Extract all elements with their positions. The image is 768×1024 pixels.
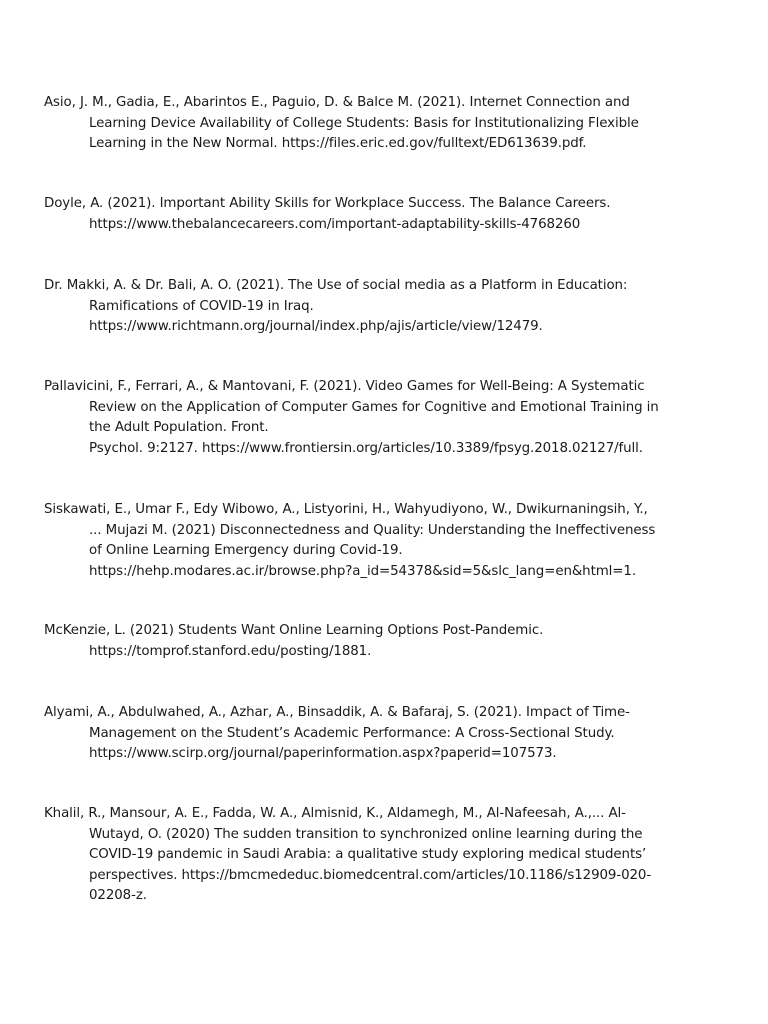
reference-first-line: McKenzie, L. (2021) Students Want Online Learning Options Post-Pandemic. <box>44 623 544 638</box>
reference-entry-pallavicini <box>44 377 704 459</box>
reference-line: perspectives. https://bmcmededuc.biomedcentral.com/articles/10.1186/s12909-020- <box>89 867 652 883</box>
reference-entry-alyami <box>44 703 704 765</box>
reference-line: of Online Learning Emergency during Covid-19. <box>89 543 403 558</box>
reference-line: https://www.richtmann.org/journal/index.php/ajis/article/view/12479. <box>89 319 543 334</box>
reference-entry-khalil <box>44 804 704 907</box>
reference-first-line: Khalil, R., Mansour, A. E., Fadda, W. A., Almisnid, K., Aldamegh, M., Al-Nafeesah, A.,... Al- <box>44 806 626 821</box>
reference-line: Psychol. 9:2127. https://www.frontiersin.org/articles/10.3389/fpsyg.2018.02127/full. <box>89 440 643 456</box>
reference-entry-mckenzie <box>44 621 704 662</box>
reference-line: Management on the Student’s Academic Performance: A Cross-Sectional Study. <box>89 725 615 741</box>
reference-line: https://hehp.modares.ac.ir/browse.php?a_id=54378&sid=5&slc_lang=en&html=1. <box>89 563 636 579</box>
reference-line: https://tomprof.stanford.edu/posting/1881. <box>89 643 372 659</box>
reference-first-line: Siskawati, E., Umar F., Edy Wibowo, A., Listyorini, H., Wahyudiyono, W., Dwikurnaningsih, Y., <box>44 502 648 517</box>
reference-line: Learning in the New Normal. https://files.eric.ed.gov/fulltext/ED613639.pdf. <box>89 136 587 151</box>
reference-first-line: Alyami, A., Abdulwahed, A., Azhar, A., Binsaddik, A. & Bafaraj, S. (2021). Impact of Time- <box>44 705 630 720</box>
reference-line: ... Mujazi M. (2021) Disconnectedness and Quality: Understanding the Ineffectiveness <box>89 522 656 538</box>
reference-line: Ramifications of COVID-19 in Iraq. <box>89 298 314 314</box>
reference-line: the Adult Population. Front. <box>89 420 269 435</box>
reference-first-line: Doyle, A. (2021). Important Ability Skills for Workplace Success. The Balance Careers. <box>44 196 611 211</box>
reference-first-line: Asio, J. M., Gadia, E., Abarintos E., Paguio, D. & Balce M. (2021). Internet Connection and <box>44 95 630 110</box>
reference-line: Wutayd, O. (2020) The sudden transition to synchronized online learning during the <box>89 826 643 842</box>
reference-line: Learning Device Availability of College Students: Basis for Institutionalizing Flexible <box>89 115 639 131</box>
reference-entry-asio <box>44 93 704 155</box>
reference-entry-makki <box>44 276 704 338</box>
reference-entry-siskawati <box>44 500 704 582</box>
reference-line: https://www.scirp.org/journal/paperinformation.aspx?paperid=107573. <box>89 746 557 761</box>
reference-line: COVID-19 pandemic in Saudi Arabia: a qualitative study exploring medical students’ <box>89 847 647 862</box>
reference-line: 02208-z. <box>89 888 147 903</box>
reference-first-line: Dr. Makki, A. & Dr. Bali, A. O. (2021). The Use of social media as a Platform in Education: <box>44 278 628 293</box>
reference-line: https://www.thebalancecareers.com/important-adaptability-skills-4768260 <box>89 216 581 232</box>
reference-entry-doyle <box>44 194 704 235</box>
reference-first-line: Pallavicini, F., Ferrari, A., & Mantovani, F. (2021). Video Games for Well-Being: A Systematic <box>44 379 645 394</box>
reference-line: Review on the Application of Computer Games for Cognitive and Emotional Training in <box>89 399 659 415</box>
